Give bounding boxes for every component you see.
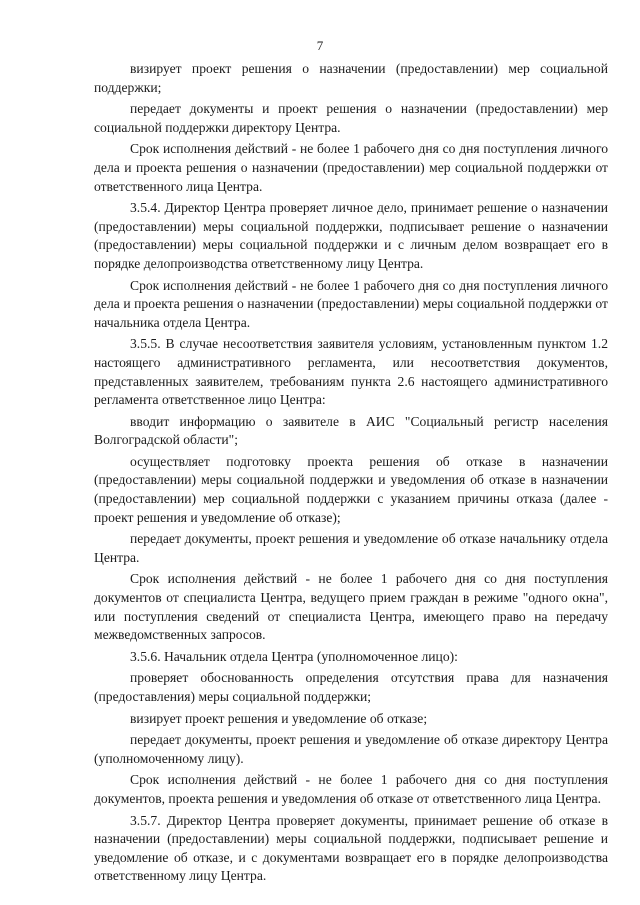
paragraph: передает документы, проект решения и уведомление об отказе начальнику отдела Центра. [94,531,608,565]
paragraph: проверяет обоснованность определения отсутствия права для назначения (предоставления) меры социальной поддержки; [94,670,608,704]
paragraph: передает документы и проект решения о назначении (предоставлении) мер социальной поддержки директору Центра. [94,101,608,135]
page-number: 7 [316,38,324,53]
paragraph: 3.5.6. Начальник отдела Центра (уполномоченное лицо): [130,648,458,664]
paragraph: визирует проект решения и уведомление об отказе; [130,710,428,726]
paragraph: вводит информацию о заявителе в АИС "Социальный регистр населения Волгоградской области"; [94,413,608,448]
document-body [94,60,608,889]
paragraph: 3.5.7. Директор Центра проверяет документы, принимает решение об отказе в назначении (предоставлении) меры социальной поддержки, подписывает решение и уведомление об отказе, и с документами возвращает его в порядке делопроизводства ответственному лицу Центра. [94,812,608,884]
paragraph: Срок исполнения действий - не более 1 рабочего дня со дня поступления документов, проекта решения и уведомления об отказе от ответственного лица Центра. [94,772,608,806]
paragraph: Срок исполнения действий - не более 1 рабочего дня со дня поступления документов от специалиста Центра, ведущего прием граждан в режиме "одного окна", или поступления сведений от специалиста Центра, имеющего право на передачу межведомственных запросов. [94,571,608,643]
paragraph: осуществляет подготовку проекта решения об отказе в назначении (предоставлении) меры социальной поддержки и уведомления об отказе в назначении (предоставлении) мер социальной поддержки с указанием причины отказа (далее - проект решения и уведомление об отказе); [94,453,608,525]
paragraph: визирует проект решения о назначении (предоставлении) мер социальной поддержки; [94,61,608,95]
paragraph: Срок исполнения действий - не более 1 рабочего дня со дня поступления личного дела и проекта решения о назначении (предоставлении) мер социальной поддержки от ответственного лица Центра. [94,141,608,194]
paragraph: передает документы, проект решения и уведомление об отказе директору Центра (уполномоченному лицу). [94,732,608,766]
paragraph: 3.5.5. В случае несоответствия заявителя условиям, установленным пунктом 1.2 настоящего административного регламента, или несоответствия документов, представленных заявителем, требованиям пункта 2.6 настоящего административного регламента ответственное лицо Центра: [94,336,608,408]
paragraph: Срок исполнения действий - не более 1 рабочего дня со дня поступления личного дела и проекта решения о назначении (предоставлении) меры социальной поддержки от начальника отдела Центра. [94,277,608,330]
paragraph: 3.5.4. Директор Центра проверяет личное дело, принимает решение о назначении (предоставлении) меры социальной поддержки, подписывает решение о назначении (предоставлении) меры социальной поддержки и с личным делом возвращает его в порядке делопроизводства ответственному лицу Центра. [94,200,608,271]
